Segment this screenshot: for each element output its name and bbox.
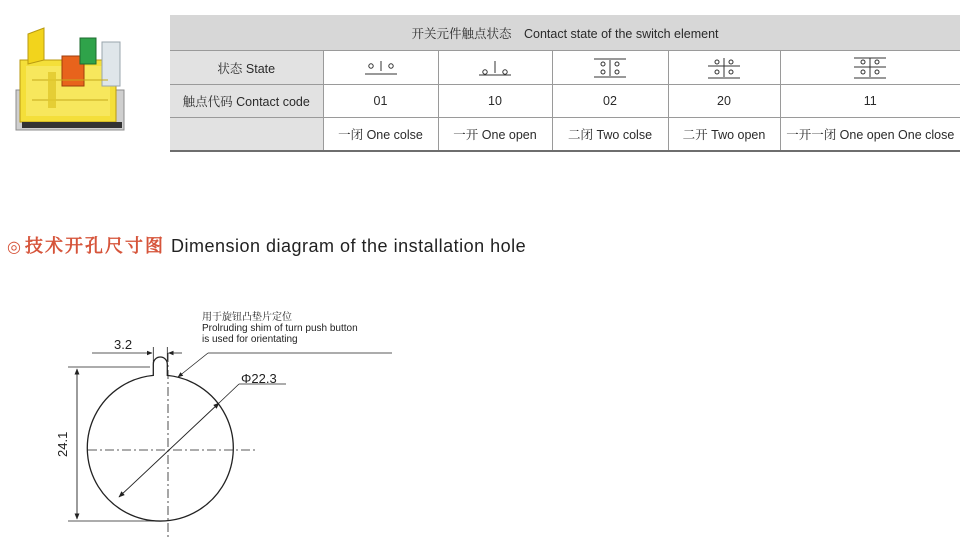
diameter-dimension-label: Φ22.3 [241, 371, 277, 386]
height-dimension-label: 24.1 [55, 431, 70, 457]
bullet-icon: ◎ [7, 239, 21, 256]
contact-description: 一开一闭 One open One close [780, 118, 960, 152]
note-cn: 用于旋钮凸垫片定位 [202, 312, 292, 323]
symbol-no-nc-icon [780, 51, 960, 85]
contact-description: 一开 One open [438, 118, 552, 152]
contact-code: 20 [668, 85, 780, 118]
installation-hole-diagram [40, 305, 420, 541]
section-title-en: Dimension diagram of the installation hole [170, 236, 527, 256]
symbol-nc-single-icon [323, 51, 438, 85]
width-dimension-label: 3.2 [114, 337, 133, 352]
contact-description: 二开 Two open [668, 118, 780, 152]
section-title-cn: 技术开孔尺寸图 [24, 236, 165, 256]
symbol-no-double-icon [668, 51, 780, 85]
contact-state-table [170, 15, 960, 152]
code-label: 触点代码 Contact code [170, 85, 323, 118]
contact-code: 01 [323, 85, 438, 118]
symbol-nc-double-icon [552, 51, 668, 85]
table-header: 开关元件触点状态 Contact state of the switch element [170, 15, 960, 51]
note-leader-line [178, 353, 208, 377]
symbol-no-single-icon [438, 51, 552, 85]
note-en-line1: Prolruding shim of turn push button [202, 323, 358, 334]
switch-element-photo [8, 20, 140, 140]
hole-outline [87, 357, 233, 521]
state-label: 状态 State [170, 51, 323, 85]
section-title [7, 232, 526, 258]
contact-code: 02 [552, 85, 668, 118]
contact-description: 一闭 One colse [323, 118, 438, 152]
desc-label-blank [170, 118, 323, 152]
note-en-line2: is used for orientating [202, 334, 298, 345]
contact-description: 二闭 Two colse [552, 118, 668, 152]
contact-code: 11 [780, 85, 960, 118]
contact-code: 10 [438, 85, 552, 118]
